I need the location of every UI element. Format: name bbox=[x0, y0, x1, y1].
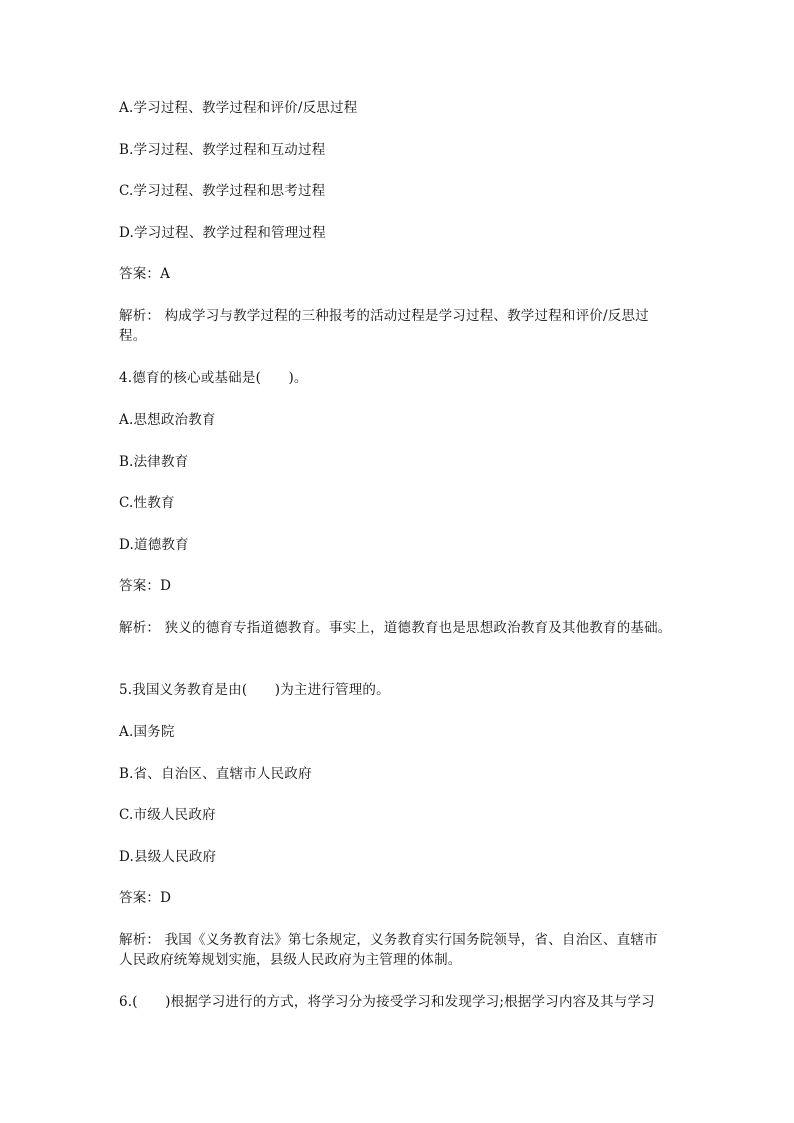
q4-option-b: B.法律教育 bbox=[119, 454, 189, 470]
q3-analysis-line1: 解析： 构成学习与教学过程的三种报考的活动过程是学习过程、教学过程和评价/反思过 bbox=[119, 308, 649, 324]
q3-option-d: D.学习过程、教学过程和管理过程 bbox=[119, 225, 326, 241]
q4-question: 4.德育的核心或基础是( )。 bbox=[119, 370, 308, 386]
q5-analysis-line1: 解析： 我国《义务教育法》第七条规定，义务教育实行国务院领导，省、自治区、直辖市 bbox=[119, 932, 658, 948]
q5-analysis-line2: 人民政府统筹规划实施，县级人民政府为主管理的体制。 bbox=[119, 952, 462, 968]
q3-option-b: B.学习过程、教学过程和互动过程 bbox=[119, 142, 326, 158]
q3-option-c: C.学习过程、教学过程和思考过程 bbox=[119, 183, 326, 199]
q4-answer: 答案：D bbox=[119, 578, 172, 594]
q5-option-b: B.省、自治区、直辖市人民政府 bbox=[119, 766, 312, 782]
q3-analysis-line2: 程。 bbox=[119, 328, 147, 344]
q5-option-c: C.市级人民政府 bbox=[119, 807, 216, 823]
q5-option-d: D.县级人民政府 bbox=[119, 849, 217, 865]
q4-analysis: 解析： 狭义的德育专指道德教育。事实上，道德教育也是思想政治教育及其他教育的基础。 bbox=[119, 620, 672, 636]
q3-option-a: A.学习过程、教学过程和评价/反思过程 bbox=[119, 100, 358, 116]
q4-option-d: D.道德教育 bbox=[119, 537, 189, 553]
q4-option-a: A.思想政治教育 bbox=[119, 412, 216, 428]
q5-answer: 答案：D bbox=[119, 890, 172, 906]
q5-question: 5.我国义务教育是由( )为主进行管理的。 bbox=[119, 682, 390, 698]
q6-question: 6.( )根据学习进行的方式，将学习分为接受学习和发现学习;根据学习内容及其与学习 bbox=[119, 994, 655, 1010]
q5-option-a: A.国务院 bbox=[119, 724, 175, 740]
q3-answer: 答案：A bbox=[119, 266, 171, 282]
q4-option-c: C.性教育 bbox=[119, 495, 175, 511]
